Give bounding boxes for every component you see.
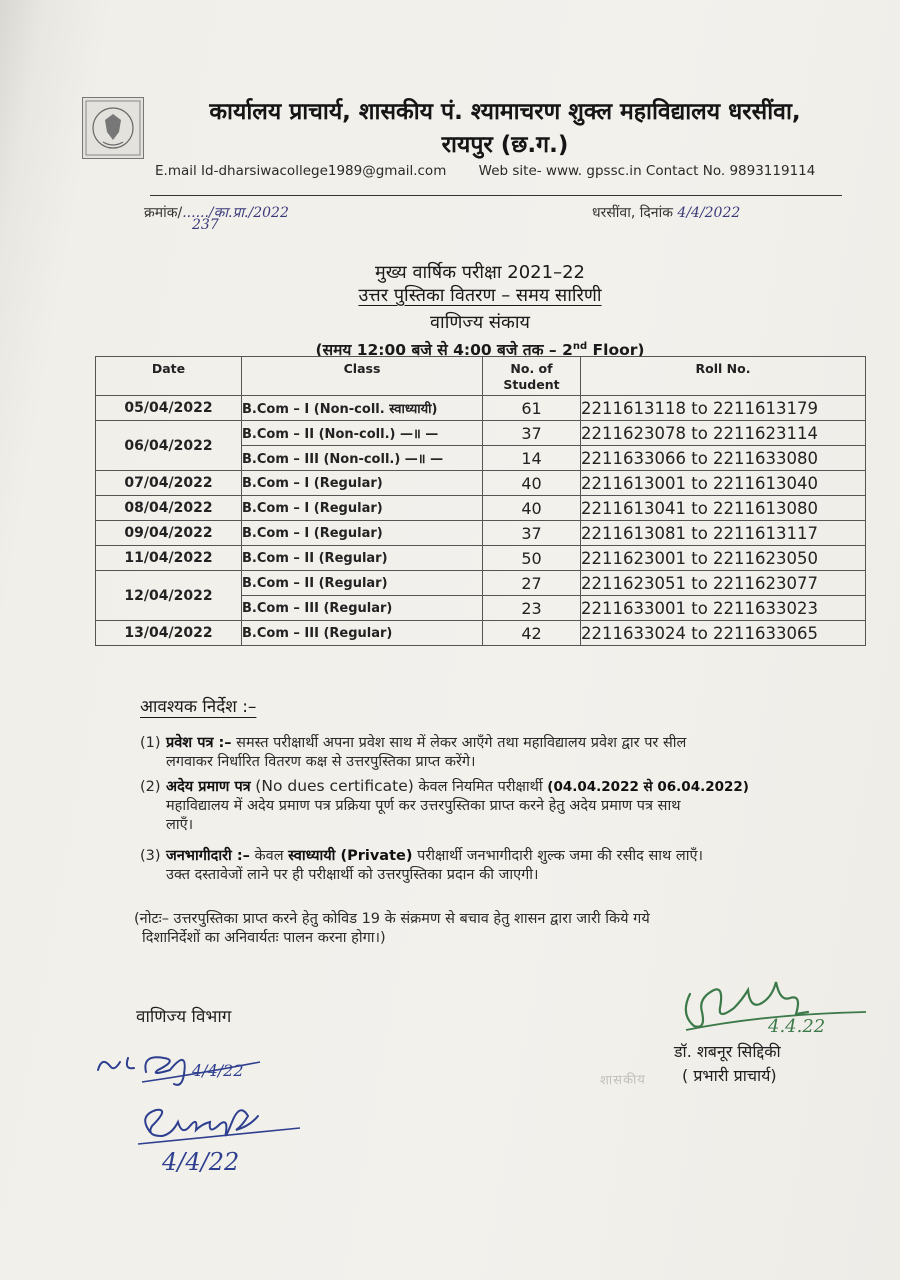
class-cell: B.Com – II (Regular) [242,571,483,596]
reference-handwritten: ....../का.प्रा./2022 [182,205,289,221]
header-roll: Roll No. [581,357,866,396]
class-cell: B.Com – I (Regular) [242,471,483,496]
table-row [96,396,866,421]
contact-line [155,163,835,179]
instruction-private: स्वाध्यायी (Private) [288,848,413,864]
students-cell: 27 [483,571,581,596]
students-cell: 23 [483,596,581,621]
roll-cell: 2211633066 to 2211633080 [581,446,866,471]
students-cell: 40 [483,496,581,521]
table-row [96,471,866,496]
contact-number: Contact No. 9893119114 [645,163,816,179]
reference-label: क्रमांक/ [144,205,183,221]
date-cell: 11/04/2022 [96,546,242,571]
instruction-text-cont: लगवाकर निर्धारित वितरण कक्ष से उत्तरपुस्तिका प्राप्त करेंगे। [166,754,476,770]
time-suffix: Floor) [587,341,645,359]
date-cell: 09/04/2022 [96,521,242,546]
class-cell: B.Com – III (Non-coll.) —॥ — [242,446,483,471]
instruction-dates: (04.04.2022 से 06.04.2022) [547,779,749,795]
title-line-2: रायपुर (छ.ग.) [441,132,569,158]
students-cell: 42 [483,621,581,646]
email: E.mail Id-dharsiwacollege1989@gmail.com [155,163,447,179]
instruction-text-cont: उक्त दस्तावेजों लाने पर ही परीक्षार्थी को उत्तरपुस्तिका प्रदान की जाएगी। [166,867,539,883]
instructions-heading: आवश्यक निर्देश :– [140,697,257,717]
schedule-table [95,356,866,646]
class-cell: B.Com – I (Regular) [242,521,483,546]
header-students: No. of Student [483,357,581,396]
department-signature-1 [88,1036,278,1096]
roll-cell: 2211613118 to 2211613179 [581,396,866,421]
instruction-item-2 [140,777,840,835]
table-row [96,521,866,546]
class-cell: B.Com – III (Regular) [242,596,483,621]
students-cell: 37 [483,421,581,446]
roll-cell: 2211633024 to 2211633065 [581,621,866,646]
class-cell: B.Com – II (Non-coll.) —॥ — [242,421,483,446]
college-title [160,96,850,162]
students-cell: 37 [483,521,581,546]
students-cell: 61 [483,396,581,421]
header-class: Class [242,357,483,396]
instruction-title: प्रवेश पत्र :– [166,735,232,751]
class-cell: B.Com – I (Regular) [242,496,483,521]
header-date: Date [96,357,242,396]
table-row [96,496,866,521]
college-logo [82,97,144,159]
roll-cell: 2211633001 to 2211633023 [581,596,866,621]
roll-cell: 2211613041 to 2211613080 [581,496,866,521]
roll-cell: 2211623051 to 2211623077 [581,571,866,596]
instruction-text: समस्त परीक्षार्थी अपना प्रवेश साथ में लेकर आएँगे तथा महाविद्यालय प्रवेश द्वार पर सील [236,735,687,751]
date-cell: 06/04/2022 [96,421,242,471]
date-cell: 07/04/2022 [96,471,242,496]
instruction-text-b: परीक्षार्थी जनभागीदारी शुल्क जमा की रसीद साथ लाएँ। [417,848,703,864]
instruction-text: केवल नियमित परीक्षार्थी [418,779,543,795]
students-cell: 14 [483,446,581,471]
instruction-title: अदेय प्रमाण पत्र [166,779,251,795]
header-rule [150,195,842,196]
faded-stamp: शासकीय [599,1072,647,1089]
instruction-text-cont: महाविद्यालय में अदेय प्रमाण पत्र प्रक्रिया पूर्ण कर उत्तरपुस्तिका प्राप्त करने हेतु अदेय प्रमाण पत्र साथ [166,798,681,814]
signatory-role: ( प्रभारी प्राचार्य) [682,1066,777,1085]
roll-cell: 2211623078 to 2211623114 [581,421,866,446]
date-cell: 12/04/2022 [96,571,242,621]
instruction-title: जनभागीदारी :– [166,848,250,864]
reference-dispatch-number: 237 [192,217,219,233]
department-sign-date-2: 4/4/22 [162,1148,240,1176]
exam-heading: मुख्य वार्षिक परीक्षा 2021–22 [375,262,585,283]
class-cell: B.Com – III (Regular) [242,621,483,646]
instruction-text: केवल [254,848,284,864]
instruction-number: (2) [140,779,161,795]
time-prefix: (समय 12:00 बजे से 4:00 बजे तक – 2 [315,341,573,359]
principal-signature [676,968,876,1040]
time-sup: nd [572,340,588,352]
department-label: वाणिज्य विभाग [136,1007,232,1027]
date-cell: 13/04/2022 [96,621,242,646]
table-row [96,621,866,646]
students-cell: 50 [483,546,581,571]
principal-sign-date: 4.4.22 [768,1016,826,1037]
instruction-item-1 [140,734,840,772]
table-header-row [96,357,866,396]
note-line-1: (नोटः– उत्तरपुस्तिका प्राप्त करने हेतु कोविड 19 के संक्रमण से बचाव हेतु शासन द्वारा जारी किये गये [134,911,650,927]
subject-heading: उत्तर पुस्तिका वितरण – समय सारिणी [358,285,602,306]
table-row [96,571,866,596]
website: Web site- www. gpssc.in [478,163,642,179]
table-row [96,421,866,446]
department-signature-2 [132,1096,312,1180]
place-date [592,203,740,222]
roll-cell: 2211623001 to 2211623050 [581,546,866,571]
class-cell: B.Com – I (Non-coll. स्वाध्यायी) [242,396,483,421]
title-line-1: कार्यालय प्राचार्य, शासकीय पं. श्यामाचरण शुक्ल महाविद्यालय धरसींवा, [209,99,801,125]
students-cell: 40 [483,471,581,496]
emblem-icon [83,98,143,158]
instruction-number: (3) [140,848,161,864]
note-line-2: दिशानिर्देशों का अनिवार्यतः पालन करना होगा।) [142,930,386,946]
place-date-label: धरसींवा, दिनांक [592,205,673,221]
date-handwritten: 4/4/2022 [677,205,741,221]
roll-cell: 2211613081 to 2211613117 [581,521,866,546]
roll-cell: 2211613001 to 2211613040 [581,471,866,496]
instruction-title-en: (No dues certificate) [255,777,414,795]
department-sign-date-1: 4/4/22 [192,1061,244,1080]
signatory-name: डॉ. शबनूर सिद्दिकी [674,1042,781,1061]
class-cell: B.Com – II (Regular) [242,546,483,571]
covid-note [134,910,844,948]
instruction-item-3 [140,847,840,885]
faculty-heading: वाणिज्य संकाय [430,312,530,333]
date-cell: 05/04/2022 [96,396,242,421]
instruction-number: (1) [140,735,161,751]
table-row [96,546,866,571]
date-cell: 08/04/2022 [96,496,242,521]
instruction-text-cont-2: लाएँ। [166,817,194,833]
